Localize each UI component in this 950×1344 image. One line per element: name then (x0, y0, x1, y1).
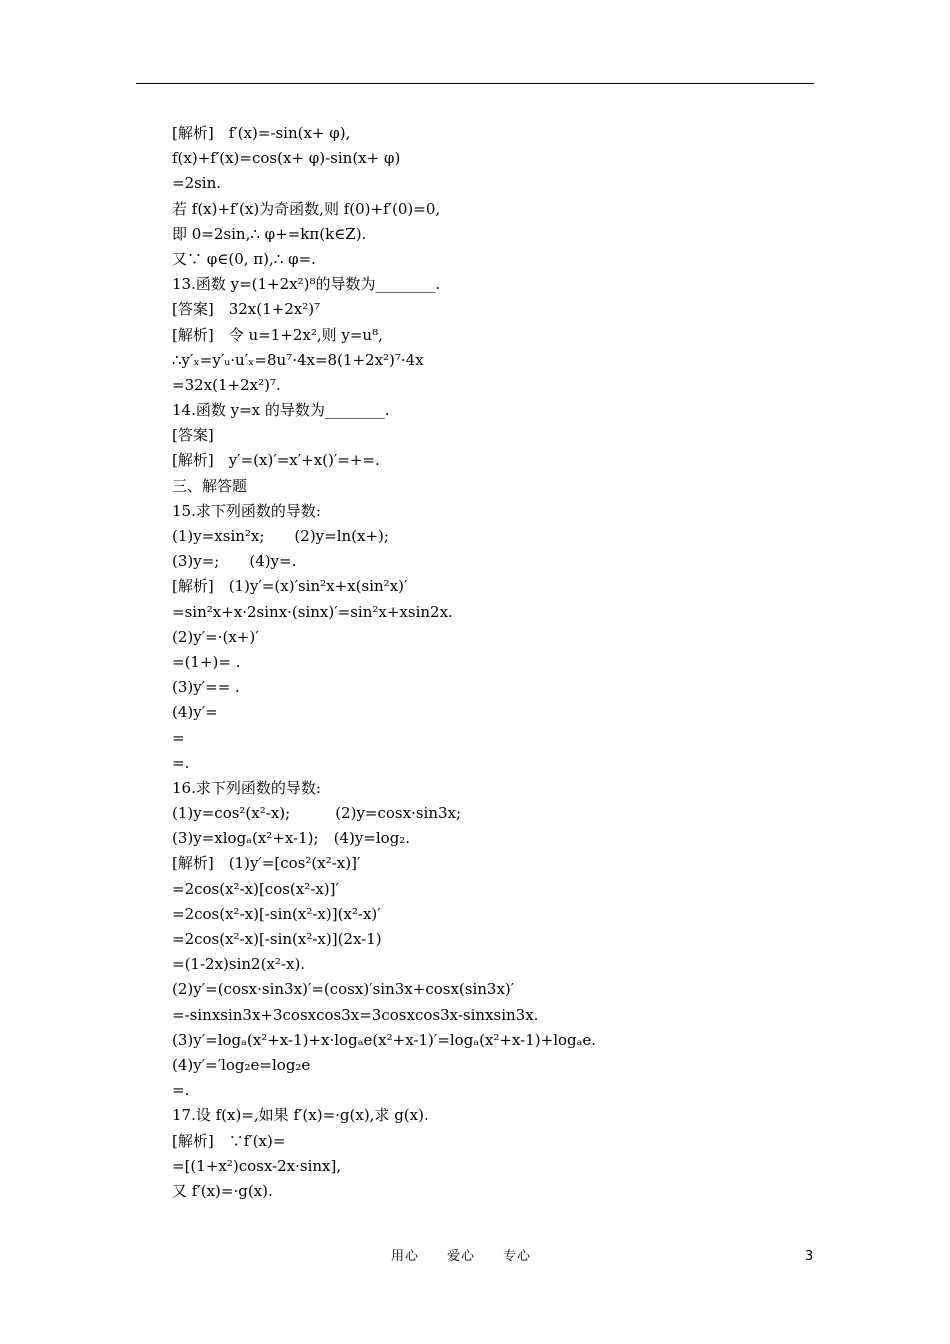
text-line: =. (172, 1081, 190, 1100)
text-line: (3)y=xlogₐ(x²+x-1); (4)y=log₂. (172, 829, 411, 848)
text-line: (1)y=xsin²x; (2)y=ln(x+); (172, 527, 389, 545)
text-line: [解析] (1)y′=(x)′sin²x+x(sin²x)′ (172, 577, 408, 596)
text-line: 又∵ φ∈(0, π),∴ φ=. (172, 249, 316, 268)
text-line: (3)y′== . (172, 678, 240, 697)
text-line: =2cos(x²-x)[-sin(x²-x)](2x-1) (172, 930, 382, 948)
text-line: =sin²x+x·2sinx·(sinx)′=sin²x+xsin2x. (172, 602, 453, 621)
text-line: (4)y′=′log₂e=log₂e (172, 1055, 311, 1074)
text-line: [解析] y′=(x)′=x′+x()′=+=. (172, 451, 380, 470)
text-line: [答案] (172, 426, 214, 445)
text-line: (3)y′=logₐ(x²+x-1)+x·logₐe(x²+x-1)′=logₐ(x²+x-1)+logₐe. (172, 1030, 597, 1049)
text-line: (2)y′=(cosx·sin3x)′=(cosx)′sin3x+cosx(sin3x)′ (172, 980, 515, 999)
text-line: =(1+)= . (172, 652, 241, 671)
text-line: 17.设 f(x)=,如果 f′(x)=·g(x),求 g(x). (172, 1106, 429, 1125)
document-body (172, 121, 832, 1204)
text-line: [解析] ∵f′(x)= (172, 1131, 286, 1150)
text-line: =2sin. (172, 174, 222, 193)
text-line: (3)y=; (4)y=. (172, 552, 297, 571)
text-line: 若 f(x)+f′(x)为奇函数,则 f(0)+f′(0)=0, (172, 199, 441, 218)
text-line: =2cos(x²-x)[cos(x²-x)]′ (172, 879, 339, 898)
text-line: [解析] 令 u=1+2x²,则 y=u⁸, (172, 325, 383, 344)
text-line: 三、解答题 (172, 476, 248, 495)
text-line: =[(1+x²)cosx-2x·sinx], (172, 1156, 342, 1175)
text-line: =-sinxsin3x+3cosxcos3x=3cosxcos3x-sinxsin3x. (172, 1005, 539, 1024)
text-line: = (172, 728, 185, 747)
text-line: =2cos(x²-x)[-sin(x²-x)](x²-x)′ (172, 904, 381, 923)
text-line: f(x)+f′(x)=cos(x+ φ)-sin(x+ φ) (172, 149, 401, 168)
text-line: 13.函数 y=(1+2x²)⁸的导数为________. (172, 275, 441, 294)
text-line: ∴y′ₓ=y′ᵤ·u′ₓ=8u⁷·4x=8(1+2x²)⁷·4x (172, 350, 424, 369)
text-line: [答案] 32x(1+2x²)⁷ (172, 300, 321, 319)
text-line: 15.求下列函数的导数: (172, 501, 321, 520)
text-line: [解析] f′(x)=-sin(x+ φ), (172, 124, 351, 142)
text-line: [解析] (1)y′=[cos²(x²-x)]′ (172, 854, 361, 873)
page-footer (0, 1247, 950, 1267)
text-line: (4)y′= (172, 703, 218, 722)
text-line: 14.函数 y=x 的导数为________. (172, 401, 390, 420)
page-number: 3 (805, 1249, 814, 1264)
text-line: 又 f′(x)=·g(x). (172, 1181, 273, 1200)
footer-slogan: 用心 爱心 专心 (391, 1249, 532, 1264)
text-line: =32x(1+2x²)⁷. (172, 375, 281, 394)
text-line: =. (172, 753, 190, 772)
text-line: 即 0=2sin,∴ φ+=kπ(k∈Z). (172, 224, 367, 243)
text-line: (2)y′=·(x+)′ (172, 627, 259, 646)
text-line: (1)y=cos²(x²-x); (2)y=cosx·sin3x; (172, 804, 462, 823)
text-line: =(1-2x)sin2(x²-x). (172, 955, 306, 974)
text-line: 16.求下列函数的导数: (172, 778, 321, 797)
header-rule (136, 83, 814, 84)
